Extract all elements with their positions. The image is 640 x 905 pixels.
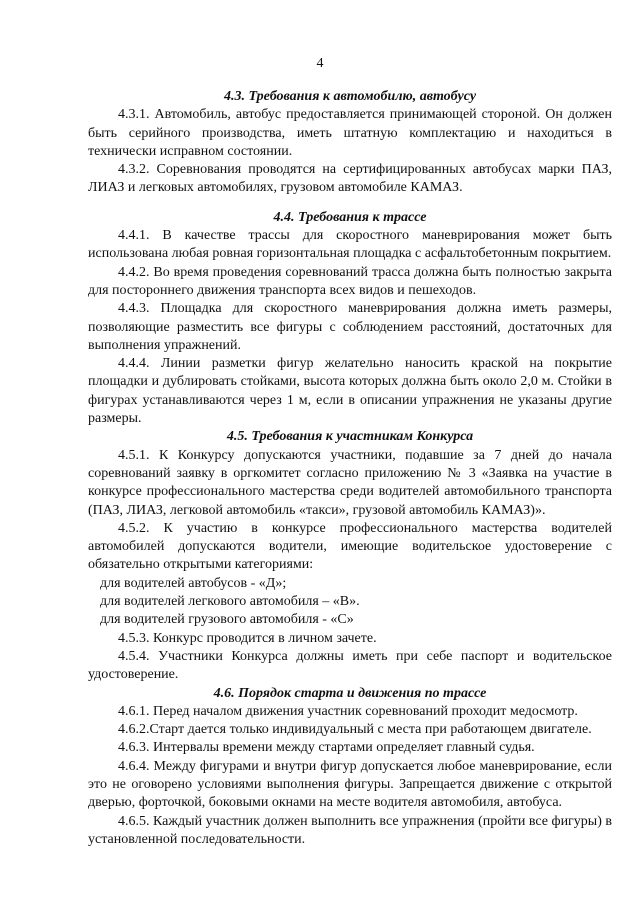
paragraph-4-4-4: 4.4.4. Линии разметки фигур желательно наносить краской на покрытие площадки и дублировать стойками, высота которых должна быть около 2,0 м. Стойки в фигурах устанавливаются через 1 м, если в описании упражнения не указаны другие размеры. [88,356,612,427]
section-4-3-heading: 4.3. Требования к автомобилю, автобусу [223,89,477,104]
paragraph-4-6-5: 4.6.5. Каждый участник должен выполнить все упражнения (пройти все фигуры) в установленной последовательности. [88,813,612,847]
paragraph-4-3-2: 4.3.2. Соревнования проводятся на сертифицированных автобусах марки ПАЗ, ЛИАЗ и легковых автомобилях, грузовом автомобиле КАМАЗ. [88,162,612,196]
paragraph-4-6-2: 4.6.2.Старт дается только индивидуальный с места при работающем двигателе. [118,722,592,738]
paragraph-4-5-4: 4.5.4. Участники Конкурса должны иметь при себе паспорт и водительское удостоверение. [88,648,612,683]
section-4-5-heading: 4.5. Требования к участникам Конкурса [226,429,474,445]
paragraph-4-6-3: 4.6.3. Интервалы времени между стартами определяет главный судья. [118,740,535,756]
section-4-4-heading: 4.4. Требования к трассе [273,209,427,225]
paragraph-4-5-2: 4.5.2. К участию в конкурсе профессионального мастерства водителей автомобилей допускаются водители, имеющие водительское удостоверение с обязательно открытыми категориями: [88,520,612,573]
paragraph-4-5-1: 4.5.1. К Конкурсу допускаются участники, подавшие за 7 дней до начала соревнований заявку в оргкомитет согласно приложению № 3 «Заявка на участие в конкурсе профессионального мастерства среди водителей автомобильного транспорта (ПАЗ, ЛИАЗ, легковой автомобиль «такси», грузовой автомобиль КАМАЗ)». [88,447,612,518]
page-content [88,88,612,849]
section-4-6-heading: 4.6. Порядок старта и движения по трассе [213,685,487,701]
list-item-category-c: для водителей грузового автомобиля - «С» [100,612,354,628]
paragraph-4-6-1: 4.6.1. Перед началом движения участник соревнований проходит медосмотр. [118,703,578,719]
paragraph-4-5-3: 4.5.3. Конкурс проводится в личном зачете. [118,630,377,646]
paragraph-4-3-1: 4.3.1. Автомобиль, автобус предоставляется принимающей стороной. Он должен быть серийного производства, иметь штатную комплектацию и находиться в технически исправном состоянии. [88,107,612,159]
list-item-category-d: для водителей автобусов - «Д»; [100,575,287,591]
paragraph-4-4-1: 4.4.1. В качестве трассы для скоростного маневрирования может быть использована любая ровная горизонтальная площадка с асфальтобетонным покрытием. [88,228,612,262]
paragraph-4-4-3: 4.4.3. Площадка для скоростного маневрирования должна иметь размеры, позволяющие разместить все фигуры с соблюдением расстояний, достаточных для выполнения упражнений. [88,301,612,353]
paragraph-4-4-2: 4.4.2. Во время проведения соревнований трасса должна быть полностью закрыта для постороннего движения транспорта всех видов и пешеходов. [88,264,612,298]
page-number: 4 [316,56,324,71]
list-item-category-b: для водителей легкового автомобиля – «В». [100,594,360,610]
paragraph-4-6-4: 4.6.4. Между фигурами и внутри фигур допускается любое маневрирование, если это не оговорено условиями выполнения фигуры. Запрещается движение с открытой дверью, форточкой, боковыми окнами на месте водителя автомобиля, автобуса. [88,758,612,811]
